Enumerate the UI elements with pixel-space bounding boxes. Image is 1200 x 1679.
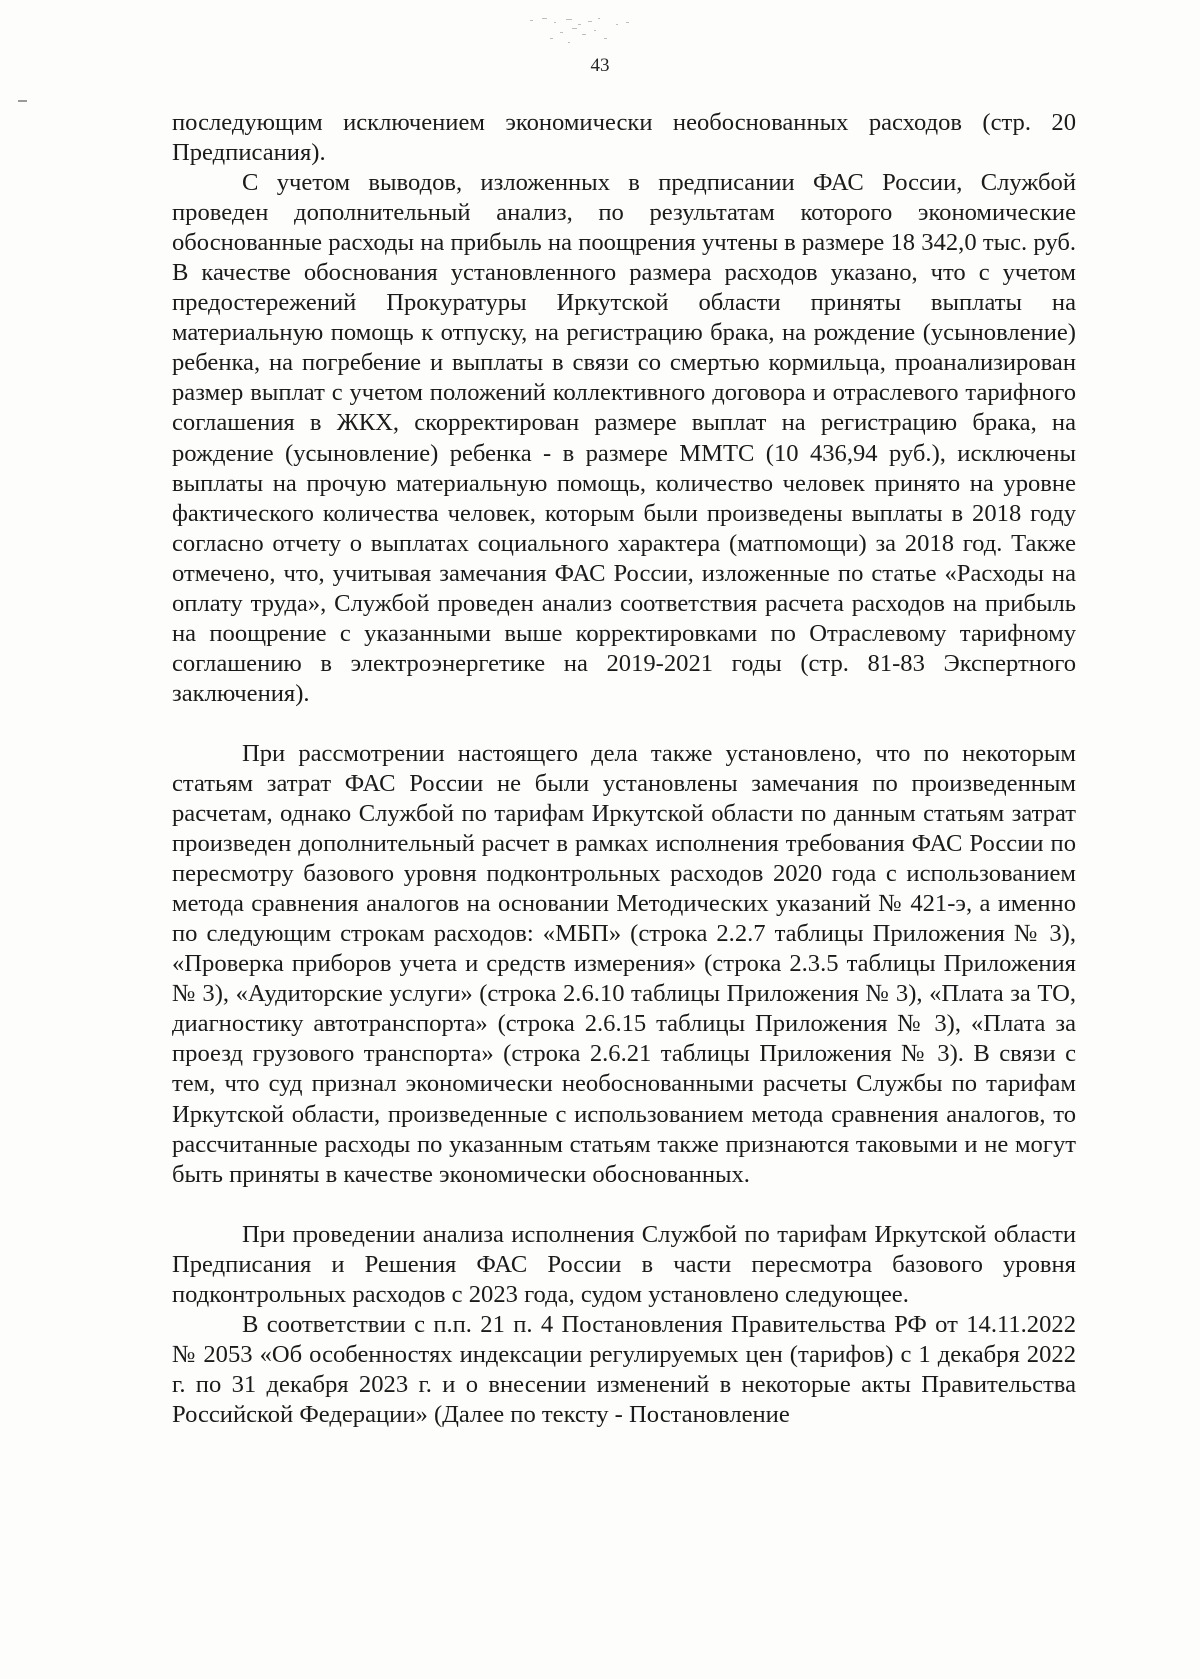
scan-speck: [18, 100, 27, 102]
page-number: 43: [590, 55, 610, 76]
document-body: [172, 108, 1076, 1430]
paragraph-1: последующим исключением экономически необоснованных расходов (стр. 20 Предписания).: [172, 109, 1076, 167]
paragraph-2: С учетом выводов, изложенных в предписании ФАС России, Службой проведен дополнительный анализ, по результатам которого экономические обоснованные расходы на прибыль на поощрения учтены в размере 18 342,0 тыс. руб. В качестве обоснования установленного размера расходов указано, что с учетом предостережений Прокуратуры Иркутской области приняты выплаты на материальную помощь к отпуску, на регистрацию брака, на рождение (усыновление) ребенка, на погребение и выплаты в связи со смертью кормильца, проанализирован размер выплат с учетом положений коллективного договора и отраслевого тарифного соглашения в ЖКХ, скорректирован размере выплат на регистрацию брака, на рождение (усыновление) ребенка - в размере ММТС (10 436,94 руб.), исключены выплаты на прочую материальную помощь, количество человек принято на уровне фактического количества человек, которым были произведены выплаты в 2018 году согласно отчету о выплатах социального характера (матпомощи) за 2018 год. Также отмечено, что, учитывая замечания ФАС России, изложенные по статье «Расходы на оплату труда», Службой проведен анализ соответствия расчета расходов на прибыль на поощрение с указанными выше корректировками по Отраслевому тарифному соглашению в электроэнергетике на 2019-2021 годы (стр. 81-83 Экспертного заключения).: [172, 169, 1076, 707]
paragraph-4: При проведении анализа исполнения Службой по тарифам Иркутской области Предписания и Решения ФАС России в части пересмотра базового уровня подконтрольных расходов с 2023 года, судом установлено следующее.: [172, 1220, 1076, 1308]
paragraph-3: При рассмотрении настоящего дела также установлено, что по некоторым статьям затрат ФАС России не были установлены замечания по произведенным расчетам, однако Службой по тарифам Иркутской области по данным статьям затрат произведен дополнительный расчет в рамках исполнения требования ФАС России по пересмотру базового уровня подконтрольных расходов 2020 года с использованием метода сравнения аналогов на основании Методических указаний № 421-э, а именно по следующим строкам расходов: «МБП» (строка 2.2.7 таблицы Приложения № 3), «Проверка приборов учета и средств измерения» (строка 2.3.5 таблицы Приложения № 3), «Аудиторские услуги» (строка 2.6.10 таблицы Приложения № 3), «Плата за ТО, диагностику автотранспорта» (строка 2.6.15 таблицы Приложения № 3), «Плата за проезд грузового транспорта» (строка 2.6.21 таблицы Приложения № 3). В связи с тем, что суд признал экономически необоснованными расчеты Службы по тарифам Иркутской области, произведенные с использованием метода сравнения аналогов, то рассчитанные расходы по указанным статьям также признаются таковыми и не могут быть приняты в качестве экономически обоснованных.: [172, 739, 1076, 1188]
paragraph-5: В соответствии с п.п. 21 п. 4 Постановления Правительства РФ от 14.11.2022 № 2053 «Об особенностях индексации регулируемых цен (тарифов) с 1 декабря 2022 г. по 31 декабря 2023 г. и о внесении изменений в некоторые акты Правительства Российской Федерации» (Далее по тексту - Постановление: [172, 1310, 1076, 1428]
